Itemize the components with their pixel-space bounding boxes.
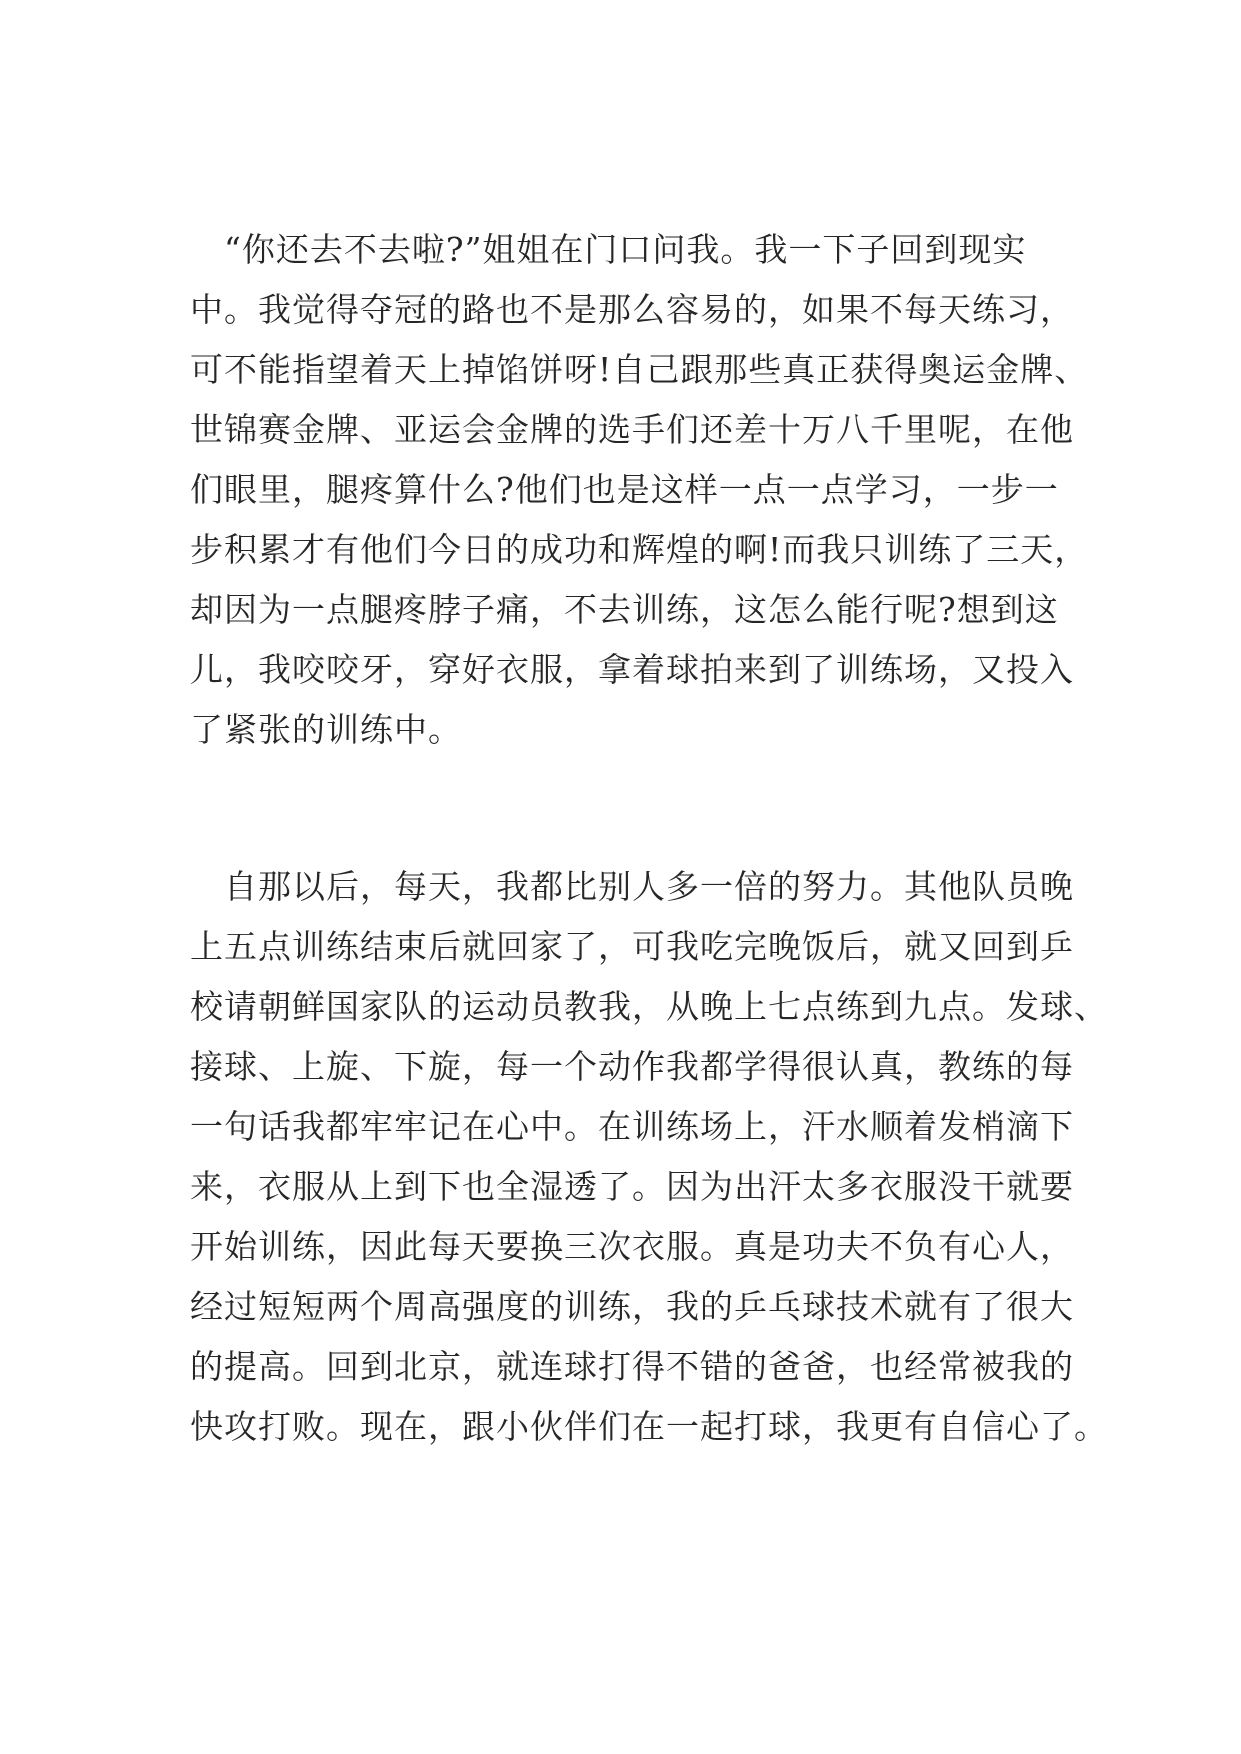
paragraph-line: 一句话我都牢牢记在心中。在训练场上，汗水顺着发梢滴下 xyxy=(190,1107,1074,1146)
paragraph-line: 步积累才有他们今日的成功和辉煌的啊!而我只训练了三天， xyxy=(190,530,1089,569)
paragraph-line: 了紧张的训练中。 xyxy=(190,710,462,749)
paragraph-line: 快攻打败。现在，跟小伙伴们在一起打球，我更有自信心了。 xyxy=(190,1407,1108,1446)
paragraph-line: 经过短短两个周高强度的训练，我的乒乓球技术就有了很大 xyxy=(190,1287,1074,1326)
paragraph-line: 儿，我咬咬牙，穿好衣服，拿着球拍来到了训练场，又投入 xyxy=(190,650,1074,689)
paragraph-line: 开始训练，因此每天要换三次衣服。真是功夫不负有心人， xyxy=(190,1227,1074,1266)
paragraph-line: 接球、上旋、下旋，每一个动作我都学得很认真，教练的每 xyxy=(190,1047,1074,1086)
paragraph-line: 可不能指望着天上掉馅饼呀!自己跟那些真正获得奥运金牌、 xyxy=(190,350,1089,389)
paragraph-line: 世锦赛金牌、亚运会金牌的选手们还差十万八千里呢，在他 xyxy=(190,410,1074,449)
paragraph-line: 自那以后，每天，我都比别人多一倍的努力。其他队员晚 xyxy=(190,867,1074,906)
paragraph-line: “你还去不去啦?”姐姐在门口问我。我一下子回到现实 xyxy=(190,230,1027,269)
paragraph-line: 们眼里，腿疼算什么?他们也是这样一点一点学习，一步一 xyxy=(190,470,1059,509)
paragraph-line: 校请朝鲜国家队的运动员教我，从晚上七点练到九点。发球、 xyxy=(190,987,1108,1026)
paragraph-2 xyxy=(190,857,1108,1457)
paragraph-1 xyxy=(190,220,1089,760)
paragraph-line: 来，衣服从上到下也全湿透了。因为出汗太多衣服没干就要 xyxy=(190,1167,1074,1206)
paragraph-line: 上五点训练结束后就回家了，可我吃完晚饭后，就又回到乒 xyxy=(190,927,1074,966)
paragraph-line: 的提高。回到北京，就连球打得不错的爸爸，也经常被我的 xyxy=(190,1347,1074,1386)
paragraph-line: 中。我觉得夺冠的路也不是那么容易的，如果不每天练习， xyxy=(190,290,1074,329)
paragraph-line: 却因为一点腿疼脖子痛，不去训练，这怎么能行呢?想到这 xyxy=(190,590,1059,629)
